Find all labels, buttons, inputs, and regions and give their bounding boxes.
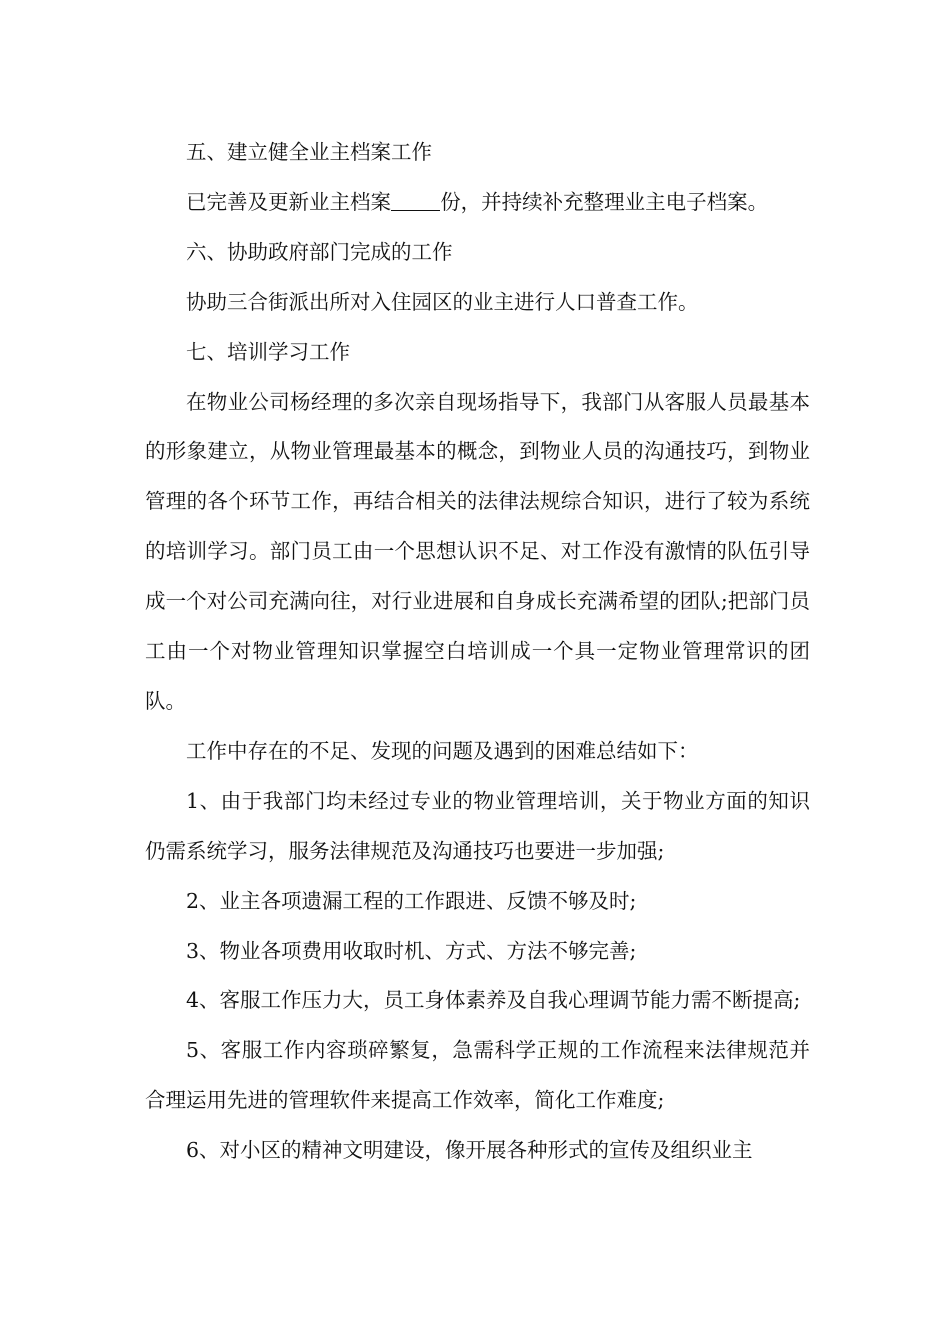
problem-item-3: 3、物业各项费用收取时机、方式、方法不够完善; [186,938,637,963]
problem-item-4: 4、客服工作压力大，员工身体素养及自我心理调节能力需不断提高; [186,988,801,1013]
section-heading-archives: 五、建立健全业主档案工作 [186,140,432,164]
section-heading-government: 六、协助政府部门完成的工作 [186,239,453,264]
problem-item-2: 2、业主各项遗漏工程的工作跟进、反馈不够及时; [186,888,637,913]
problem-item-1: 1、由于我部门均未经过专业的物业管理培训，关于物业方面的知识仍需系统学习，服务法律规范及沟通技巧也要进一步加强; [145,788,810,863]
fill-in-blank [391,190,440,210]
archives-paragraph [145,178,810,228]
problem-item-6: 6、对小区的精神文明建设，像开展各种形式的宣传及组织业主 [186,1138,753,1163]
document-page [145,128,810,1176]
archives-text-before: 已完善及更新业主档案 [186,189,391,214]
problem-item-5: 5、客服工作内容琐碎繁复，急需科学正规的工作流程来法律规范并合理运用先进的管理软件来提高工作效率，简化工作难度; [145,1038,810,1113]
government-paragraph: 协助三合街派出所对入住园区的业主进行人口普查工作。 [186,289,699,314]
archives-text-after: 份，并持续补充整理业主电子档案。 [440,189,769,214]
problems-intro: 工作中存在的不足、发现的问题及遇到的困难总结如下： [186,738,699,763]
training-paragraph: 在物业公司杨经理的多次亲自现场指导下，我部门从客服人员最基本的形象建立，从物业管理最基本的概念，到物业人员的沟通技巧，到物业管理的各个环节工作，再结合相关的法律法规综合知识，进行了较为系统的培训学习。部门员工由一个思想认识不足、对工作没有激情的队伍引导成一个对公司充满向往，对行业进展和自身成长充满希望的团队;把部门员工由一个对物业管理知识掌握空白培训成一个具一定物业管理常识的团队。 [145,389,810,713]
section-heading-training: 七、培训学习工作 [186,339,350,364]
